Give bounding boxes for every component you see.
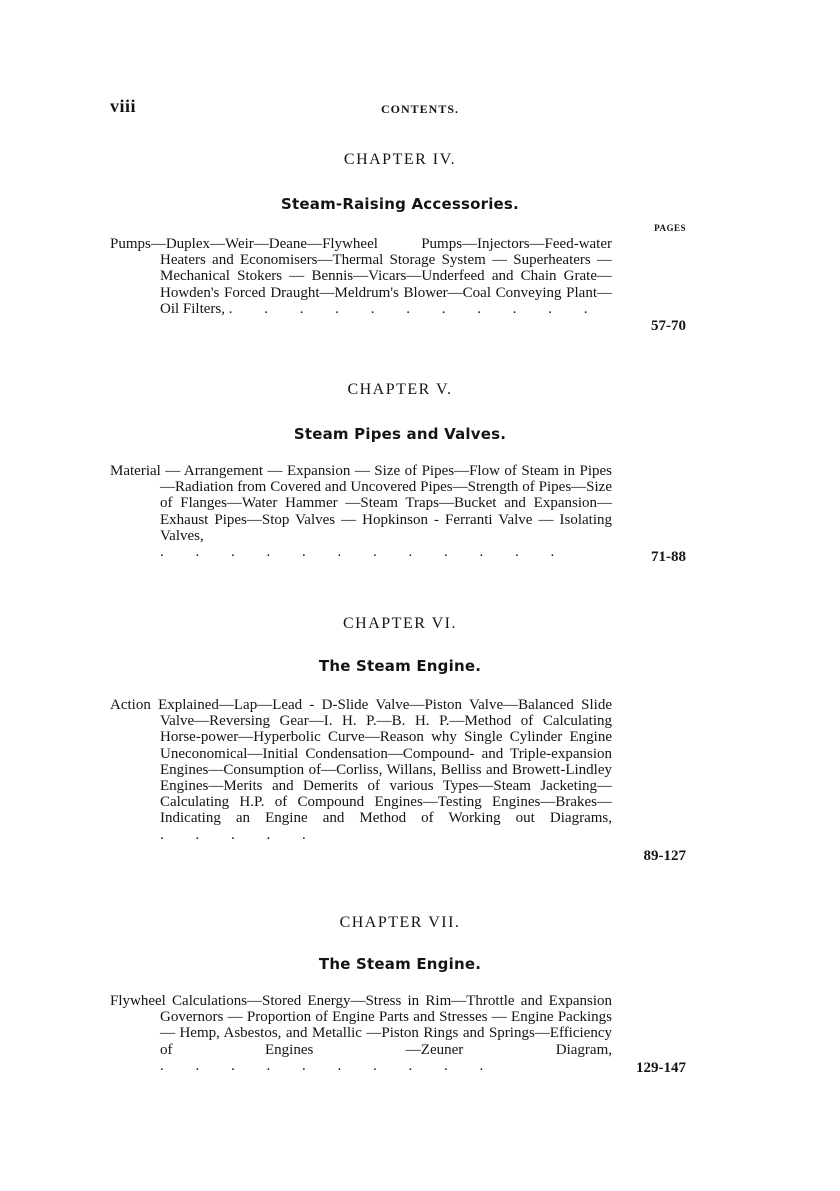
entry-topics: Flywheel Calculations—Stored Energy—Stress in Rim—Throttle and Expansion Governors — Proportion of Engine Parts and Stresses — Engine Packings — Hemp, Asbestos, and Metallic —Piston Rings and Springs—Efficiency of Engines —Zeuner Diagram, (110, 993, 612, 1058)
chapter-subtitle: The Steam Engine. (318, 657, 482, 675)
running-head: CONTENTS. (380, 102, 460, 116)
chapter-subtitle: Steam-Raising Accessories. (281, 195, 519, 213)
page-range: 71-88 (651, 549, 686, 565)
leader-dots: . . . . . . . . . . . (228, 300, 602, 317)
leader-dots: . . . . . . . . . . . . (160, 544, 569, 561)
chapter-subtitle: Steam Pipes and Valves. (293, 425, 507, 443)
page-range: 89-127 (643, 848, 686, 864)
chapter-heading: CHAPTER VI. (343, 615, 457, 632)
page-range: 57-70 (651, 318, 686, 334)
contents-entry (110, 236, 612, 317)
page-range: 129-147 (636, 1060, 686, 1076)
chapter-heading: CHAPTER VII. (339, 914, 461, 931)
leader-dots: . . . . . (160, 826, 320, 843)
pages-column-label: PAGES (654, 223, 686, 233)
contents-entry (110, 697, 612, 843)
entry-topics: Material — Arrangement — Expansion — Size of Pipes—Flow of Steam in Pipes—Radiation from Covered and Uncovered Pipes—Strength of Pipes—Size of Flanges—Water Hammer —Steam Traps—Bucket and Expansion—Exhaust Pipes—Stop Valves — Hopkinson - Ferranti Valve — Isolating Valves, (110, 463, 612, 544)
contents-entry (110, 463, 612, 560)
contents-entry (110, 993, 612, 1074)
page-number: viii (110, 96, 137, 116)
entry-topics: Pumps—Duplex—Weir—Deane—Flywheel Pumps—Injectors—Feed-water Heaters and Economisers—Thermal Storage System — Superheaters — Mechanical Stokers — Bennis—Vicars—Underfeed and Chain Grate—Howden's Forced Draught—Meldrum's Blower—Coal Conveying Plant—Oil Filters, (110, 236, 612, 317)
chapter-subtitle: The Steam Engine. (318, 955, 482, 973)
chapter-heading: CHAPTER IV. (343, 151, 457, 168)
entry-topics: Action Explained—Lap—Lead - D-Slide Valve—Piston Valve—Balanced Slide Valve—Reversing Gear—I. H. P.—B. H. P.—Method of Calculating Horse-power—Hyperbolic Curve—Reason why Single Cylinder Engine Uneconomical—Initial Condensation—Compound- and Triple-expansion Engines—Consumption of—Corliss, Willans, Belliss and Browett-Lindley Engines—Merits and Demerits of various Types—Steam Jacketing—Calculating H.P. of Compound Engines—Testing Engines—Brakes—Indicating an Engine and Method of Working out Diagrams, (110, 697, 612, 827)
leader-dots: . . . . . . . . . . (160, 1057, 498, 1074)
chapter-heading: CHAPTER V. (347, 381, 453, 398)
